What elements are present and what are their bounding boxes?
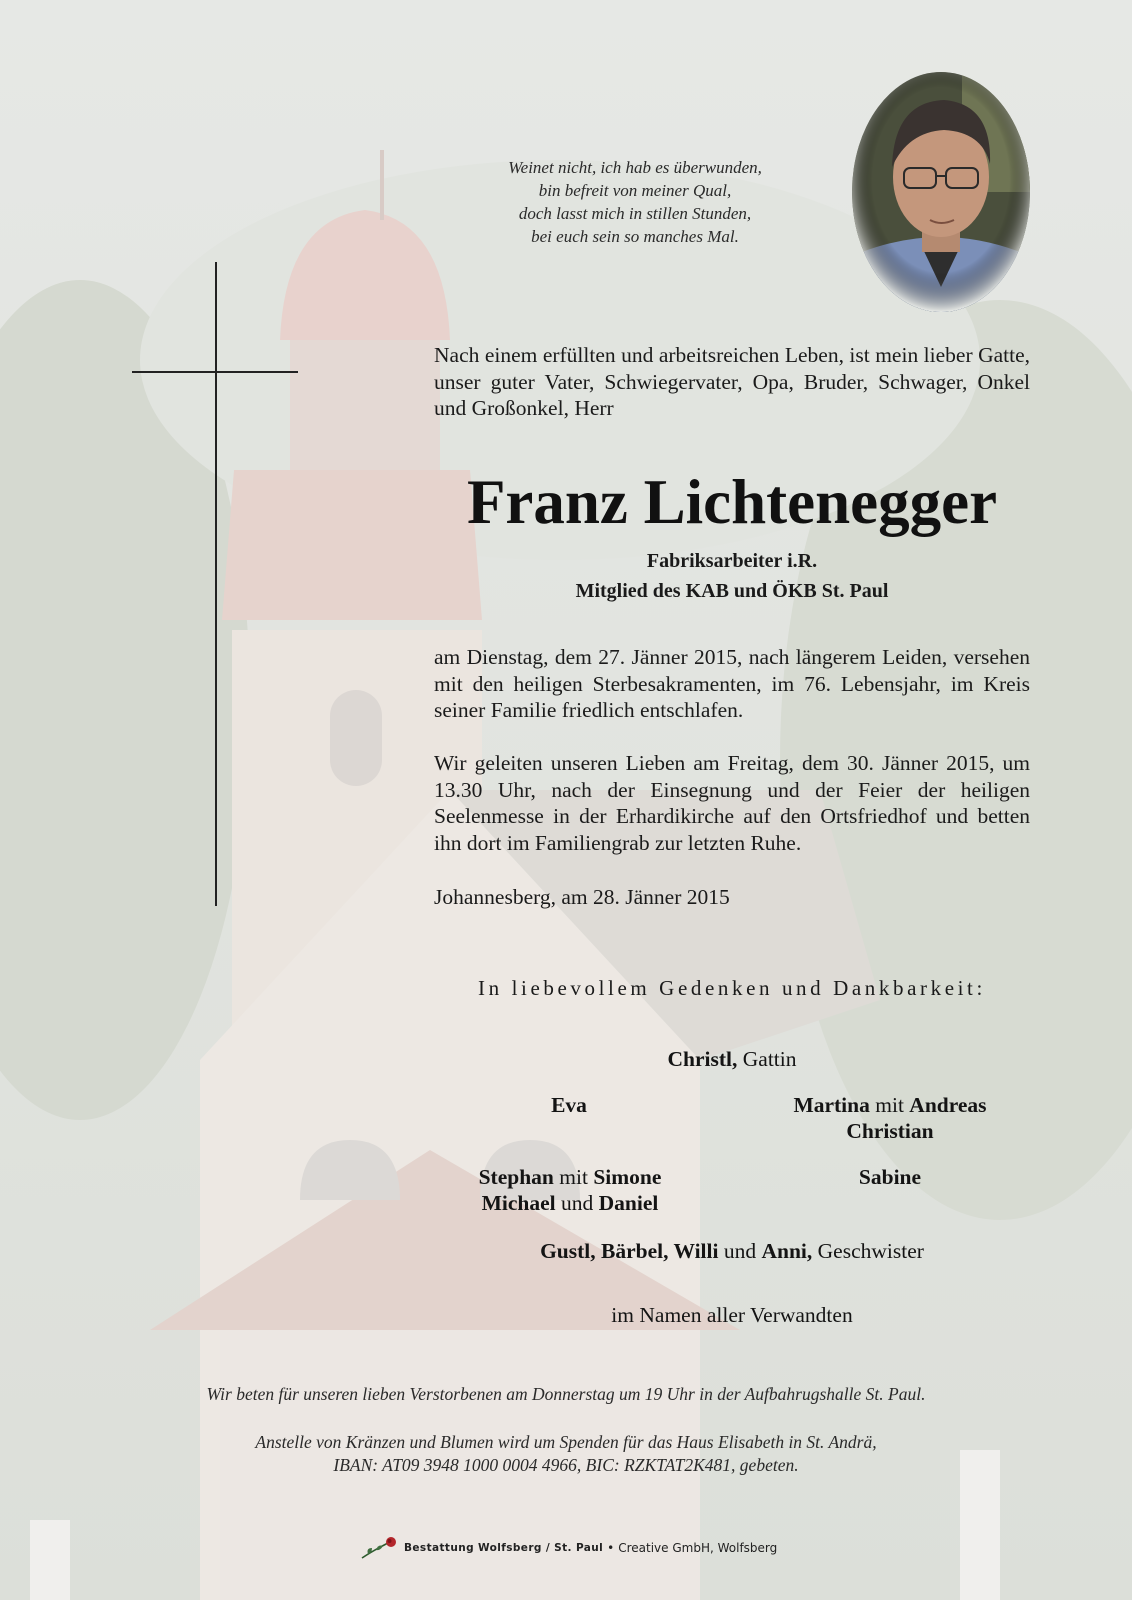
rose-icon — [360, 1536, 400, 1560]
donation-notice-line: Anstelle von Kränzen und Blumen wird um Spenden für das Haus Elisabeth in St. Andrä, — [255, 1432, 877, 1452]
memorial-poem — [430, 156, 840, 248]
funeral-home-name: Bestattung Wolfsberg / St. Paul — [404, 1542, 604, 1554]
funeral-notice: Wir geleiten unseren Lieben am Freitag, dem 30. Jänner 2015, um 13.30 Uhr, nach der Einsegnung und der Feier der heiligen Seelenmesse in der Erhardikirche auf den Ortsfriedhof und betten ihn dort im Familiengrab zur letzten Ruhe. — [434, 751, 1030, 855]
deceased-name: Franz Lichtenegger — [466, 467, 998, 537]
poem-line: Weinet nicht, ich hab es überwunden, — [508, 158, 762, 177]
mourner-name: Christl, — [667, 1047, 738, 1071]
mourner-martina: Martina mit Andreas Christian — [793, 1093, 987, 1143]
prayer-notice: Wir beten für unseren lieben Verstorbenen am Donnerstag um 19 Uhr in der Aufbahrugshalle St. Paul. — [206, 1384, 926, 1404]
portrait-photo — [852, 72, 1030, 312]
mourner-stephan: Stephan mit Simone Michael und Daniel — [478, 1165, 662, 1215]
mourner-eva: Eva — [551, 1093, 587, 1117]
mourner-wife — [600, 1046, 864, 1072]
cross-icon-bar — [132, 371, 298, 373]
poem-line: doch lasst mich in stillen Stunden, — [518, 204, 752, 223]
mourner-sabine: Sabine — [858, 1165, 922, 1189]
deceased-occupation: Fabriksarbeiter i.R. — [646, 550, 818, 572]
mourner-siblings: Gustl, Bärbel, Willi und Anni, Geschwister — [540, 1239, 924, 1263]
mourner-role: Gattin — [742, 1047, 797, 1071]
deceased-membership: Mitglied des KAB und ÖKB St. Paul — [575, 580, 889, 602]
separator-bullet: • — [607, 1541, 615, 1555]
funeral-home-footer — [360, 1536, 777, 1560]
poem-line: bin befreit von meiner Qual, — [538, 181, 732, 200]
death-notice: am Dienstag, dem 27. Jänner 2015, nach längerem Leiden, versehen mit den heiligen Sterbesakramenten, im 76. Lebensjahr, im Kreis seiner Familie friedlich entschlafen. — [434, 645, 1030, 722]
intro-text: Nach einem erfüllten und arbeitsreichen Leben, ist mein lieber Gatte, unser guter Vater, Schwiegervater, Opa, Bruder, Schwager, Onkel und Großonkel, Herr — [434, 343, 1030, 420]
place-date: Johannesberg, am 28. Jänner 2015 — [434, 885, 730, 909]
mourners-heading: In liebevollem Gedenken und Dankbarkeit: — [478, 976, 986, 1000]
printer-name: Creative GmbH, Wolfsberg — [618, 1541, 778, 1555]
cross-icon — [215, 262, 217, 906]
poem-line: bei euch sein so manches Mal. — [531, 227, 739, 246]
donation-notice-line: IBAN: AT09 3948 1000 0004 4966, BIC: RZKTAT2K481, gebeten. — [333, 1455, 799, 1475]
mourner-relatives: im Namen aller Verwandten — [611, 1303, 853, 1327]
